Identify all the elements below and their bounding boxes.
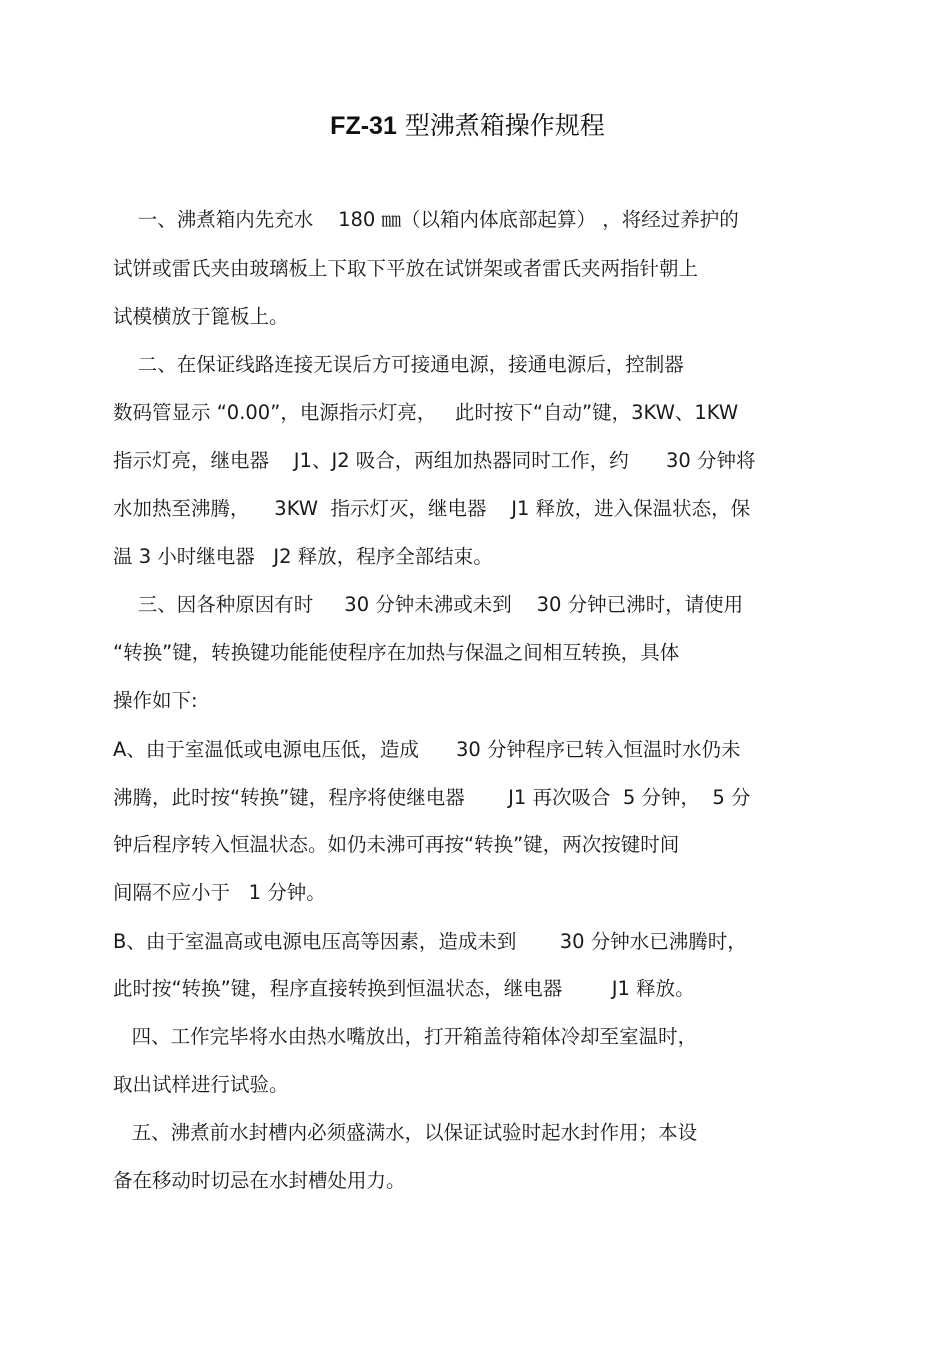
body-line: 水加热至沸腾， 3KW 指示灯灭，继电器 J1 释放，进入保温状态，保 [113,497,751,520]
body-line: 一、沸煮箱内先充水 180 ㎜（以箱内体底部起算） ，将经过养护的 [113,208,739,231]
body-line: 四、工作完毕将水由热水嘴放出，打开箱盖待箱体冷却至室温时， [113,1025,698,1048]
body-line: 操作如下: [113,689,198,712]
body-line: 间隔不应小于 1 分钟。 [113,881,326,904]
title-model-number: FZ-31 [330,112,397,140]
body-line: 三、因各种原因有时 30 分钟未沸或未到 30 分钟已沸时，请使用 [113,593,744,616]
body-line: 温 3 小时继电器 J2 释放，程序全部结束。 [113,545,493,568]
body-line: 钟后程序转入恒温状态。如仍未沸可再按“转换”键，两次按键时间 [113,833,680,856]
body-line: 数码管显示 “0.00”，电源指示灯亮， 此时按下“自动”键，3KW、1KW [113,401,739,424]
body-line: 五、沸煮前水封槽内必须盛满水，以保证试验时起水封作用；本设 [113,1121,698,1144]
body-line: B、由于室温高或电源电压高等因素，造成未到 30 分钟水已沸腾时， [113,930,747,953]
body-line: 此时按“转换”键，程序直接转换到恒温状态，继电器 J1 释放。 [113,977,695,1000]
body-line: 试饼或雷氏夹由玻璃板上下取下平放在试饼架或者雷氏夹两指针朝上 [113,257,699,280]
body-line: 备在移动时切忌在水封槽处用力。 [113,1169,406,1192]
body-line: 二、在保证线路连接无误后方可接通电源，接通电源后，控制器 [113,353,684,376]
body-line: A、由于室温低或电源电压低，造成 30 分钟程序已转入恒温时水仍未 [113,738,741,761]
body-line: “转换”键，转换键功能能使程序在加热与保温之间相互转换，具体 [113,641,680,664]
title-text: 型沸煮箱操作规程 [396,111,605,140]
body-line: 取出试样进行试验。 [113,1073,289,1096]
body-line: 指示灯亮，继电器 J1、J2 吸合，两组加热器同时工作，约 30 分钟将 [113,449,756,472]
document-title [0,108,935,144]
body-line: 沸腾，此时按“转换”键，程序将使继电器 J1 再次吸合 5 分钟， 5 分 [113,786,751,809]
body-line: 试模横放于篦板上。 [113,305,289,328]
